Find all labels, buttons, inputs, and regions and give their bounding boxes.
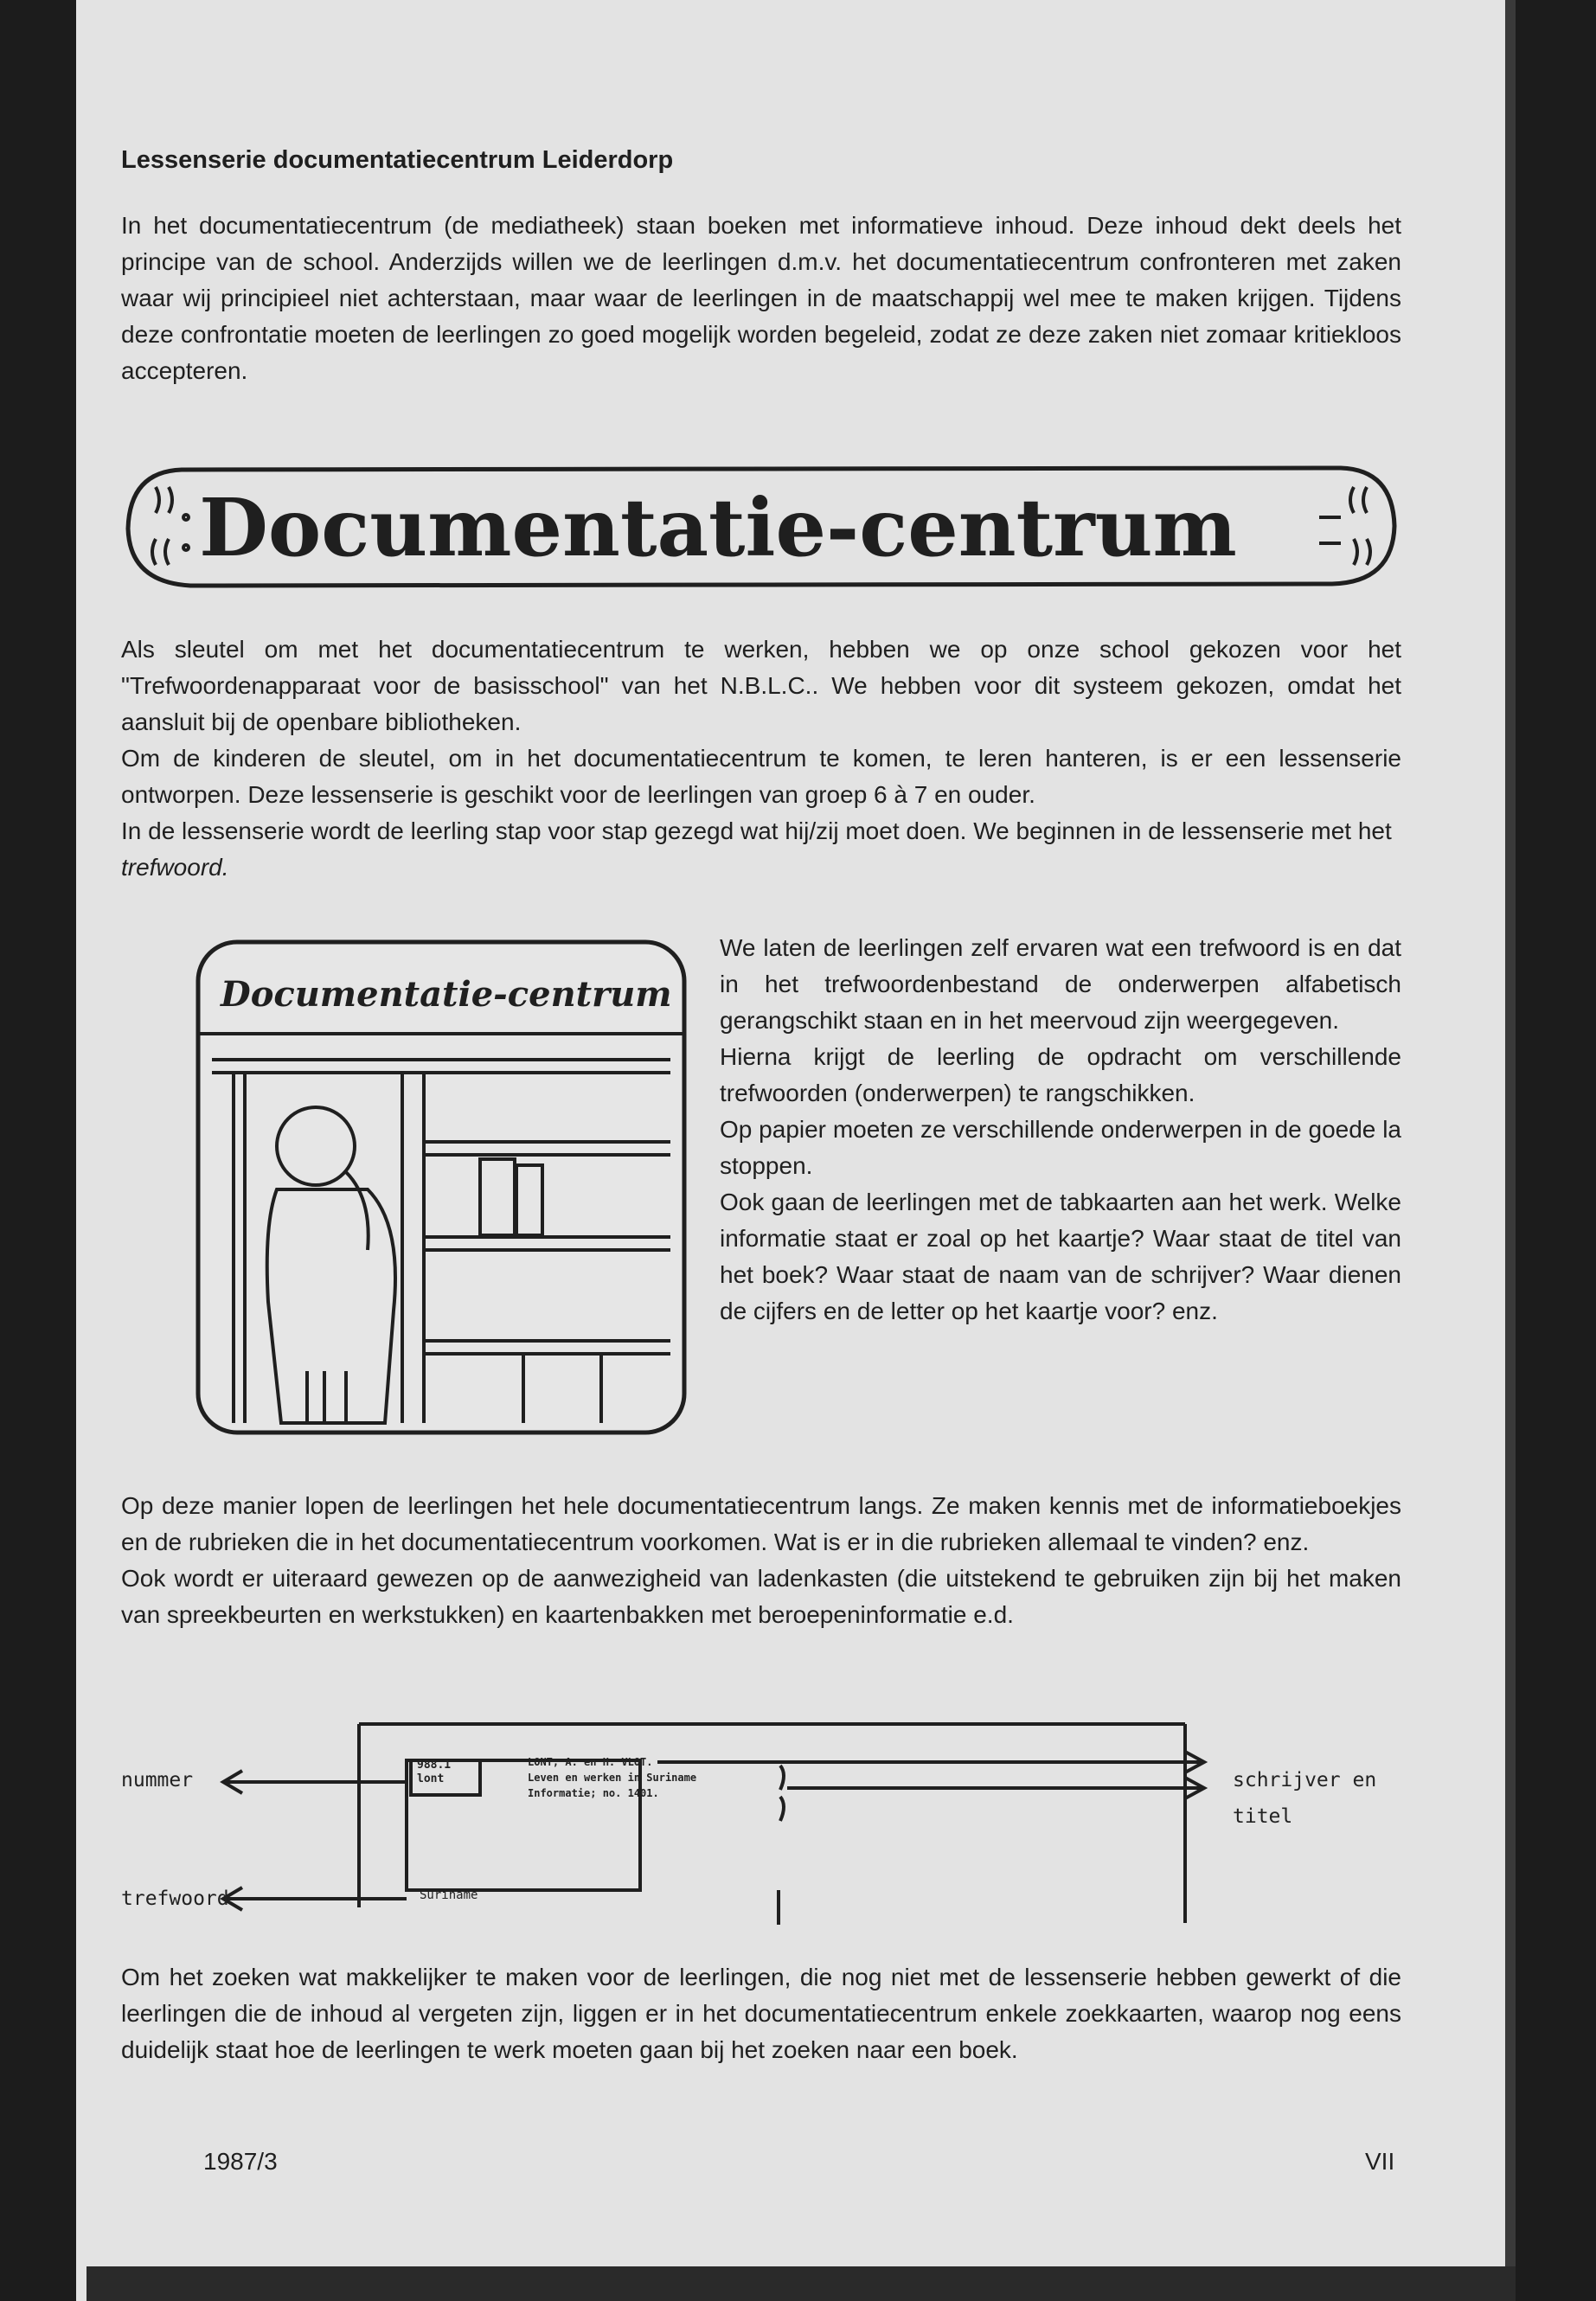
- card-subject: Suriname: [420, 1888, 478, 1902]
- paragraph: [121, 813, 1401, 886]
- page-number: VII: [1365, 2148, 1395, 2175]
- library-illustration: [195, 939, 688, 1436]
- section-zoekkaarten: Om het zoeken wat makkelijker te maken voor de leerlingen, die nog niet met de lessenserie hebben gewerkt of die leerlingen die de inhoud al vergeten zijn, liggen er in het documentatiecentrum enkele zoekkaarten, waarop nog eens duidelijk staat hoe de leerlingen te werk moeten gaan bij het zoeken naar een boek.: [121, 1964, 1401, 2063]
- label-schrijver: schrijver en: [1233, 1769, 1377, 1791]
- article-heading: Lessenserie documentatiecentrum Leiderdorp: [121, 146, 674, 174]
- paragraph: Op papier moeten ze verschillende onderwerpen in de goede la stoppen.: [720, 1116, 1401, 1179]
- paragraph: Als sleutel om met het documentatiecentrum te werken, hebben we op onze school gekozen voor het "Trefwoordenapparaat voor de basisschool" van het N.B.L.C.. We hebben voor dit systeem gekozen, omdat het aansluit bij de openbare bibliotheken.: [121, 636, 1401, 735]
- emphasis-trefwoord: trefwoord.: [121, 854, 229, 881]
- banner-title: Documentatie-centrum: [199, 481, 1237, 574]
- sparkle-right-icon: [1319, 487, 1370, 565]
- paragraph: Op deze manier lopen de leerlingen het hele documentatiecentrum langs. Ze maken kennis met de informatieboekjes en de rubrieken die in het documentatiecentrum voorkomen. Wat is er in die rubrieken allemaal te vinden? enz.: [121, 1492, 1401, 1555]
- paragraph: Hierna krijgt de leerling de opdracht om verschillende trefwoorden (onderwerpen) te rangschikken.: [720, 1043, 1401, 1106]
- section-trefwoordenapparaat: [121, 631, 1401, 886]
- label-trefwoord: trefwoord: [121, 1888, 229, 1910]
- right-column: [720, 930, 1401, 1330]
- intro-paragraph: In het documentatiecentrum (de mediatheek) staan boeken met informatieve inhoud. Deze inhoud dekt deels het principe van de school. Anderzijds willen we de leerlingen d.m.v. het documentatiecentrum confronteren met zaken waar wij principieel niet achterstaan, maar waar de leerlingen in de maatschappij wel mee te maken krijgen. Tijdens deze confrontatie moeten de leerlingen zo goed mogelijk worden begeleid, zodat ze deze zaken niet zomaar kritiekloos accepteren.: [121, 212, 1401, 384]
- section-rubrieken: [121, 1488, 1401, 1633]
- card-title-line: Leven en werken in Suriname: [528, 1772, 697, 1784]
- illustration-label: Documentatie-centrum: [221, 974, 672, 1015]
- paragraph: We laten de leerlingen zelf ervaren wat een trefwoord is en dat in het trefwoordenbestand de onderwerpen alfabetisch gerangschikt staan en in het meervoud zijn weergegeven.: [720, 934, 1401, 1034]
- paragraph: Ook wordt er uiteraard gewezen op de aanwezigheid van ladenkasten (die uitstekend te gebruiken zijn bij het maken van spreekbeurten en werkstukken) en kaartenbakken met beroepeninformatie e.d.: [121, 1565, 1401, 1628]
- issue-number: 1987/3: [203, 2148, 278, 2175]
- page-edge-right: [1505, 0, 1516, 2301]
- label-titel: titel: [1233, 1805, 1293, 1828]
- card-author-line: LONT, A. en H. VLOT.: [528, 1756, 653, 1768]
- paragraph-text: In de lessenserie wordt de leerling stap voor stap gezegd wat hij/zij moet doen. We beginnen in de lessenserie met het: [121, 817, 1392, 844]
- catalog-card-diagram: [121, 1717, 1453, 1933]
- label-nummer: nummer: [121, 1769, 194, 1791]
- paragraph: Om de kinderen de sleutel, om in het documentatiecentrum te komen, te leren hanteren, is er een lessenserie ontworpen. Deze lessenserie is geschikt voor de leerlingen van groep 6 à 7 en ouder.: [121, 745, 1401, 808]
- paragraph: Ook gaan de leerlingen met de tabkaarten aan het werk. Welke informatie staat er zoal op het kaartje? Waar staat de titel van het boek? Waar staat de naam van de schrijver? Waar dienen de cijfers en de letter op het kaartje voor? enz.: [720, 1189, 1401, 1324]
- card-code: lont: [417, 1772, 445, 1785]
- card-number: 988.1: [417, 1759, 452, 1772]
- page-edge-bottom: [87, 2266, 1516, 2301]
- card-info-line: Informatie; no. 1401.: [528, 1787, 659, 1799]
